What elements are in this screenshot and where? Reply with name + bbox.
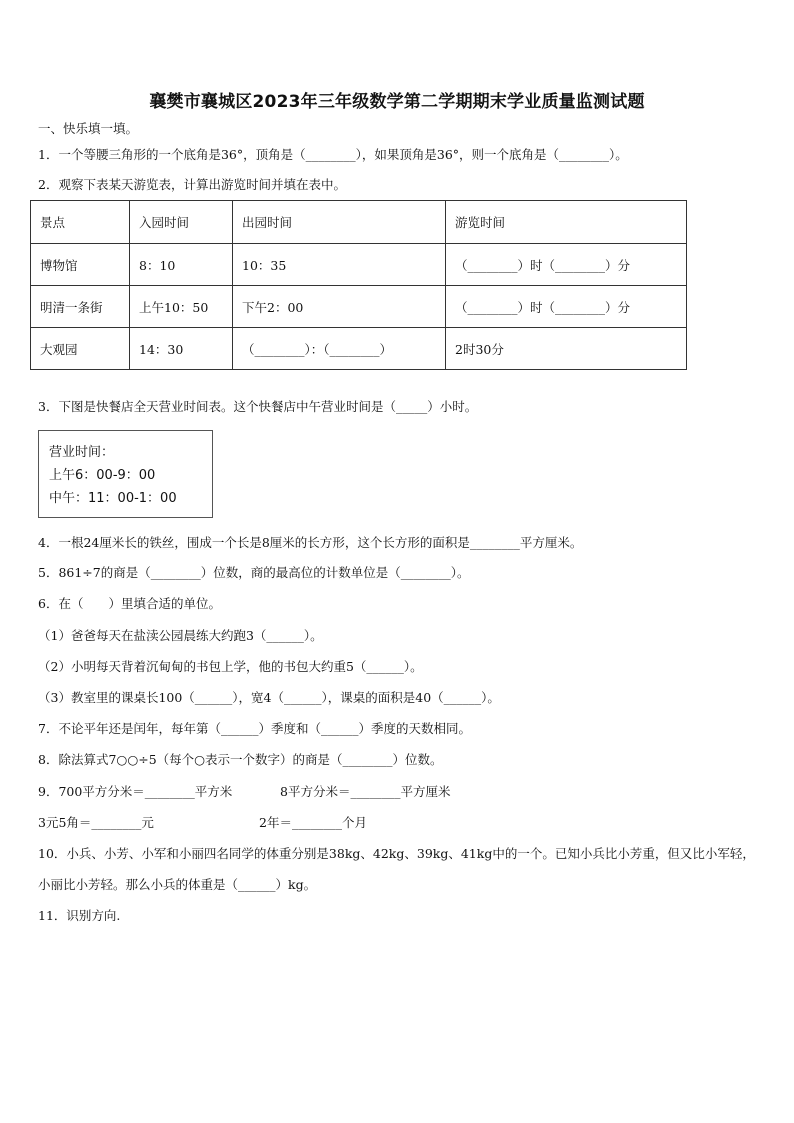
hours-heading: 营业时间： [49,445,115,460]
question-9a: 9．700平方分米＝________平方米 [38,784,233,799]
hours-morning: 上午6：00-9：00 [49,468,156,483]
table-cell: 14：30 [130,328,233,370]
table-cell: （________）：（________） [233,328,446,370]
question-4: 4．一根24厘米长的铁丝，围成一个长是8厘米的长方形，这个长方形的面积是________平方厘米。 [38,535,583,550]
header-cell: 游览时间 [446,201,687,244]
question-1: 1．一个等腰三角形的一个底角是36°，顶角是（________），如果顶角是36°，则一个底角是（________）。 [38,147,628,162]
question-6-1: （1）爸爸每天在盐渎公园晨练大约跑3（______）。 [38,628,323,643]
table-row [31,286,687,328]
header-cell: 入园时间 [130,201,233,244]
question-6-2: （2）小明每天背着沉甸甸的书包上学，他的书包大约重5（______）。 [38,659,423,674]
question-5: 5．861÷7的商是（________）位数，商的最高位的计数单位是（________）。 [38,565,470,580]
question-9b: 8平方分米＝________平方厘米 [280,784,451,799]
table-header-row [31,201,687,244]
table-cell: 博物馆 [31,244,130,286]
question-7: 7．不论平年还是闰年，每年第（______）季度和（______）季度的天数相同。 [38,721,471,736]
table-cell: （________）时（________）分 [446,286,687,328]
question-9c: 3元5角＝________元 [38,815,154,830]
question-6: 6．在（ ）里填合适的单位。 [38,596,221,611]
question-10: 10．小兵、小芳、小军和小丽四名同学的体重分别是38kg、42kg、39kg、41kg中的一个。已知小兵比小芳重，但又比小军轻，小丽比小芳轻。那么小兵的体重是（______）kg。 [38,846,755,892]
question-8: 8．除法算式7○○÷5（每个○表示一个数字）的商是（________）位数。 [38,752,443,767]
table-cell: （________）时（________）分 [446,244,687,286]
table-cell: 8：10 [130,244,233,286]
table-cell: 明清一条街 [31,286,130,328]
table-cell: 上午10：50 [130,286,233,328]
table-cell: 10：35 [233,244,446,286]
question-11: 11．识别方向. [38,908,121,923]
question-9d: 2年＝________个月 [259,815,367,830]
header-cell: 景点 [31,201,130,244]
question-2: 2．观察下表某天游览表，计算出游览时间并填在表中。 [38,177,346,192]
header-cell: 出园时间 [233,201,446,244]
page-title: 襄樊市襄城区2023年三年级数学第二学期期末学业质量监测试题 [149,92,645,112]
question-3: 3．下图是快餐店全天营业时间表。这个快餐店中午营业时间是（_____）小时。 [38,399,478,414]
question-6-3: （3）教室里的课桌长100（______），宽4（______），课桌的面积是40（______）。 [38,690,500,705]
table-row [31,244,687,286]
business-hours-box [38,430,213,518]
table-cell: 2时30分 [446,328,687,370]
table-cell: 大观园 [31,328,130,370]
visit-table [30,200,687,370]
section-heading: 一、快乐填一填。 [38,121,139,136]
table-cell: 下午2：00 [233,286,446,328]
hours-noon: 中午：11：00-1：00 [49,491,177,506]
table-row [31,328,687,370]
